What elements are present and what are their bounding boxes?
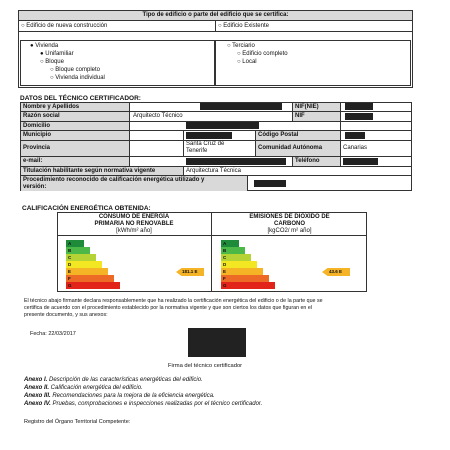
emisiones-scale	[221, 240, 281, 290]
scale-bar-F: F	[66, 275, 114, 282]
scale-bar-G: G	[66, 282, 120, 289]
divider	[255, 130, 256, 156]
scale-bar-F: F	[221, 275, 269, 282]
calificacion-title: CALIFICACIÓN ENERGÉTICA OBTENIDA:	[22, 205, 151, 212]
redacted-codigo-postal	[345, 132, 365, 139]
razon-social-value: Arquitecto Técnico	[133, 113, 183, 119]
provincia-value-line2: Tenerife	[186, 148, 208, 154]
opt-terciario: ○ Terciario	[227, 43, 255, 49]
opt-bloque-completo: ○ Bloque completo	[50, 67, 100, 73]
opt-edificio-existente: ○ Edificio Existente	[218, 23, 269, 29]
emisiones-units: [kgCO2/ m² año]	[267, 228, 312, 234]
redacted-nif	[345, 113, 373, 120]
opt-edificio-completo: ○ Edificio completo	[237, 51, 288, 57]
consumo-title-line1: CONSUMO DE ENERGÍA	[98, 214, 170, 220]
scale-bar-A: A	[221, 240, 239, 247]
anexo-3	[24, 393, 215, 400]
opt-nueva-construccion: ○ Edificio de nueva construcción	[21, 23, 108, 29]
consumo-value: 181.1 E	[182, 269, 198, 274]
provincia-value-line1: Santa Cruz de	[186, 141, 225, 147]
scale-bar-C: C	[221, 254, 251, 261]
email-label: e-mail:	[23, 158, 43, 164]
razon-social-label: Razón social	[23, 113, 60, 119]
anexo-4	[24, 401, 262, 408]
anexo-2-label: Anexo II.	[24, 385, 50, 391]
declaracion-line2: certifica de acuerdo con el procedimiento establecido por la normativa vigente y que son ciertos los datos que figuran en el	[24, 305, 312, 311]
scale-bar-E: E	[221, 268, 263, 275]
titulacion-label: Titulación habilitante según normativa vigente	[23, 168, 156, 174]
anexo-1	[24, 377, 203, 384]
firma-label: Firma del técnico certificador	[168, 363, 243, 369]
nif-nie-label: NIF(NIE)	[295, 104, 319, 110]
consumo-units: [kWh/m² año]	[116, 228, 152, 234]
emisiones-title-line2: CARBONO	[274, 221, 305, 227]
comunidad-autonoma-value: Canarias	[343, 145, 368, 151]
anexo-1-text: Descripción de las características energéticas del edificio.	[47, 377, 203, 383]
redacted-telefono	[343, 158, 378, 165]
divider	[247, 175, 248, 191]
opt-bloque: ○ Bloque	[40, 59, 64, 65]
tecnico-title: DATOS DEL TÉCNICO CERTIFICADOR:	[20, 95, 141, 102]
scale-bar-D: D	[66, 261, 102, 268]
emisiones-value: 43.6 E	[329, 269, 343, 274]
scale-bar-D: D	[221, 261, 257, 268]
consumo-scale	[66, 240, 126, 290]
nif-label: NIF	[295, 113, 305, 119]
nombre-label: Nombre y Apellidos	[23, 104, 80, 110]
municipio-label: Municipio	[23, 132, 51, 138]
codigo-postal-label: Código Postal	[258, 132, 299, 138]
redacted-domicilio	[186, 122, 259, 129]
divider	[340, 102, 341, 166]
redacted-nif-nie	[345, 103, 373, 110]
divider	[57, 235, 367, 236]
opt-local: ○ Local	[237, 59, 257, 65]
scale-bar-E: E	[66, 268, 108, 275]
scale-bar-B: B	[221, 247, 245, 254]
registro-label: Registro del Órgano Territorial Competente:	[24, 419, 131, 425]
divider	[215, 21, 216, 31]
scale-bar-B: B	[66, 247, 90, 254]
anexo-3-label: Anexo III.	[24, 393, 51, 399]
divider	[129, 102, 130, 166]
divider	[292, 156, 293, 166]
signature-redacted	[188, 328, 246, 357]
redacted-nombre	[200, 103, 282, 110]
divider	[292, 102, 293, 121]
consumo-title-line2: PRIMARIA NO RENOVABLE	[94, 221, 174, 227]
procedimiento-label-line2: versión:	[23, 184, 47, 190]
domicilio-label: Domicilio	[23, 123, 51, 129]
divider	[183, 130, 184, 156]
fecha: Fecha: 22/03/2017	[30, 331, 76, 337]
scale-bar-C: C	[66, 254, 96, 261]
provincia-label: Provincia	[23, 145, 51, 151]
scale-bar-G: G	[221, 282, 275, 289]
anexo-1-label: Anexo I.	[24, 377, 48, 383]
anexo-4-label: Anexo IV.	[24, 401, 51, 407]
declaracion-line1: El técnico abajo firmante declara responsablemente que ha realizado la certificación energética del edificio o de la parte que se	[24, 298, 323, 304]
anexo-4-text: Pruebas, comprobaciones e inspecciones realizadas por el técnico certificador.	[50, 401, 263, 407]
telefono-label: Teléfono	[295, 158, 320, 164]
opt-vivienda: ● Vivienda	[30, 43, 59, 49]
opt-unifamiliar: ● Unifamiliar	[40, 51, 74, 57]
emisiones-title-line1: EMISIONES DE DIÓXIDO DE	[249, 214, 330, 220]
opt-vivienda-individual: ○ Vivienda individual	[50, 75, 105, 81]
redacted-email	[186, 158, 286, 165]
comunidad-autonoma-label: Comunidad Autónoma	[258, 145, 323, 151]
tipo-edificio-title: Tipo de edificio o parte del edificio que se certifica:	[142, 12, 289, 18]
anexo-3-text: Recomendaciones para la mejora de la eficiencia energética.	[50, 393, 215, 399]
redacted-procedimiento	[254, 180, 286, 187]
anexo-2-text: Calificación energética del edificio.	[49, 385, 143, 391]
procedimiento-label-line1: Procedimiento reconocido de calificación energética utilizado y	[23, 177, 205, 183]
anexo-2	[24, 385, 143, 392]
declaracion-line3: presente documento, y sus anexos:	[24, 312, 108, 318]
divider	[18, 31, 413, 32]
redacted-municipio	[186, 132, 232, 139]
divider	[183, 166, 184, 175]
titulacion-value: Arquitectura Técnica	[186, 168, 241, 174]
scale-bar-A: A	[66, 240, 84, 247]
